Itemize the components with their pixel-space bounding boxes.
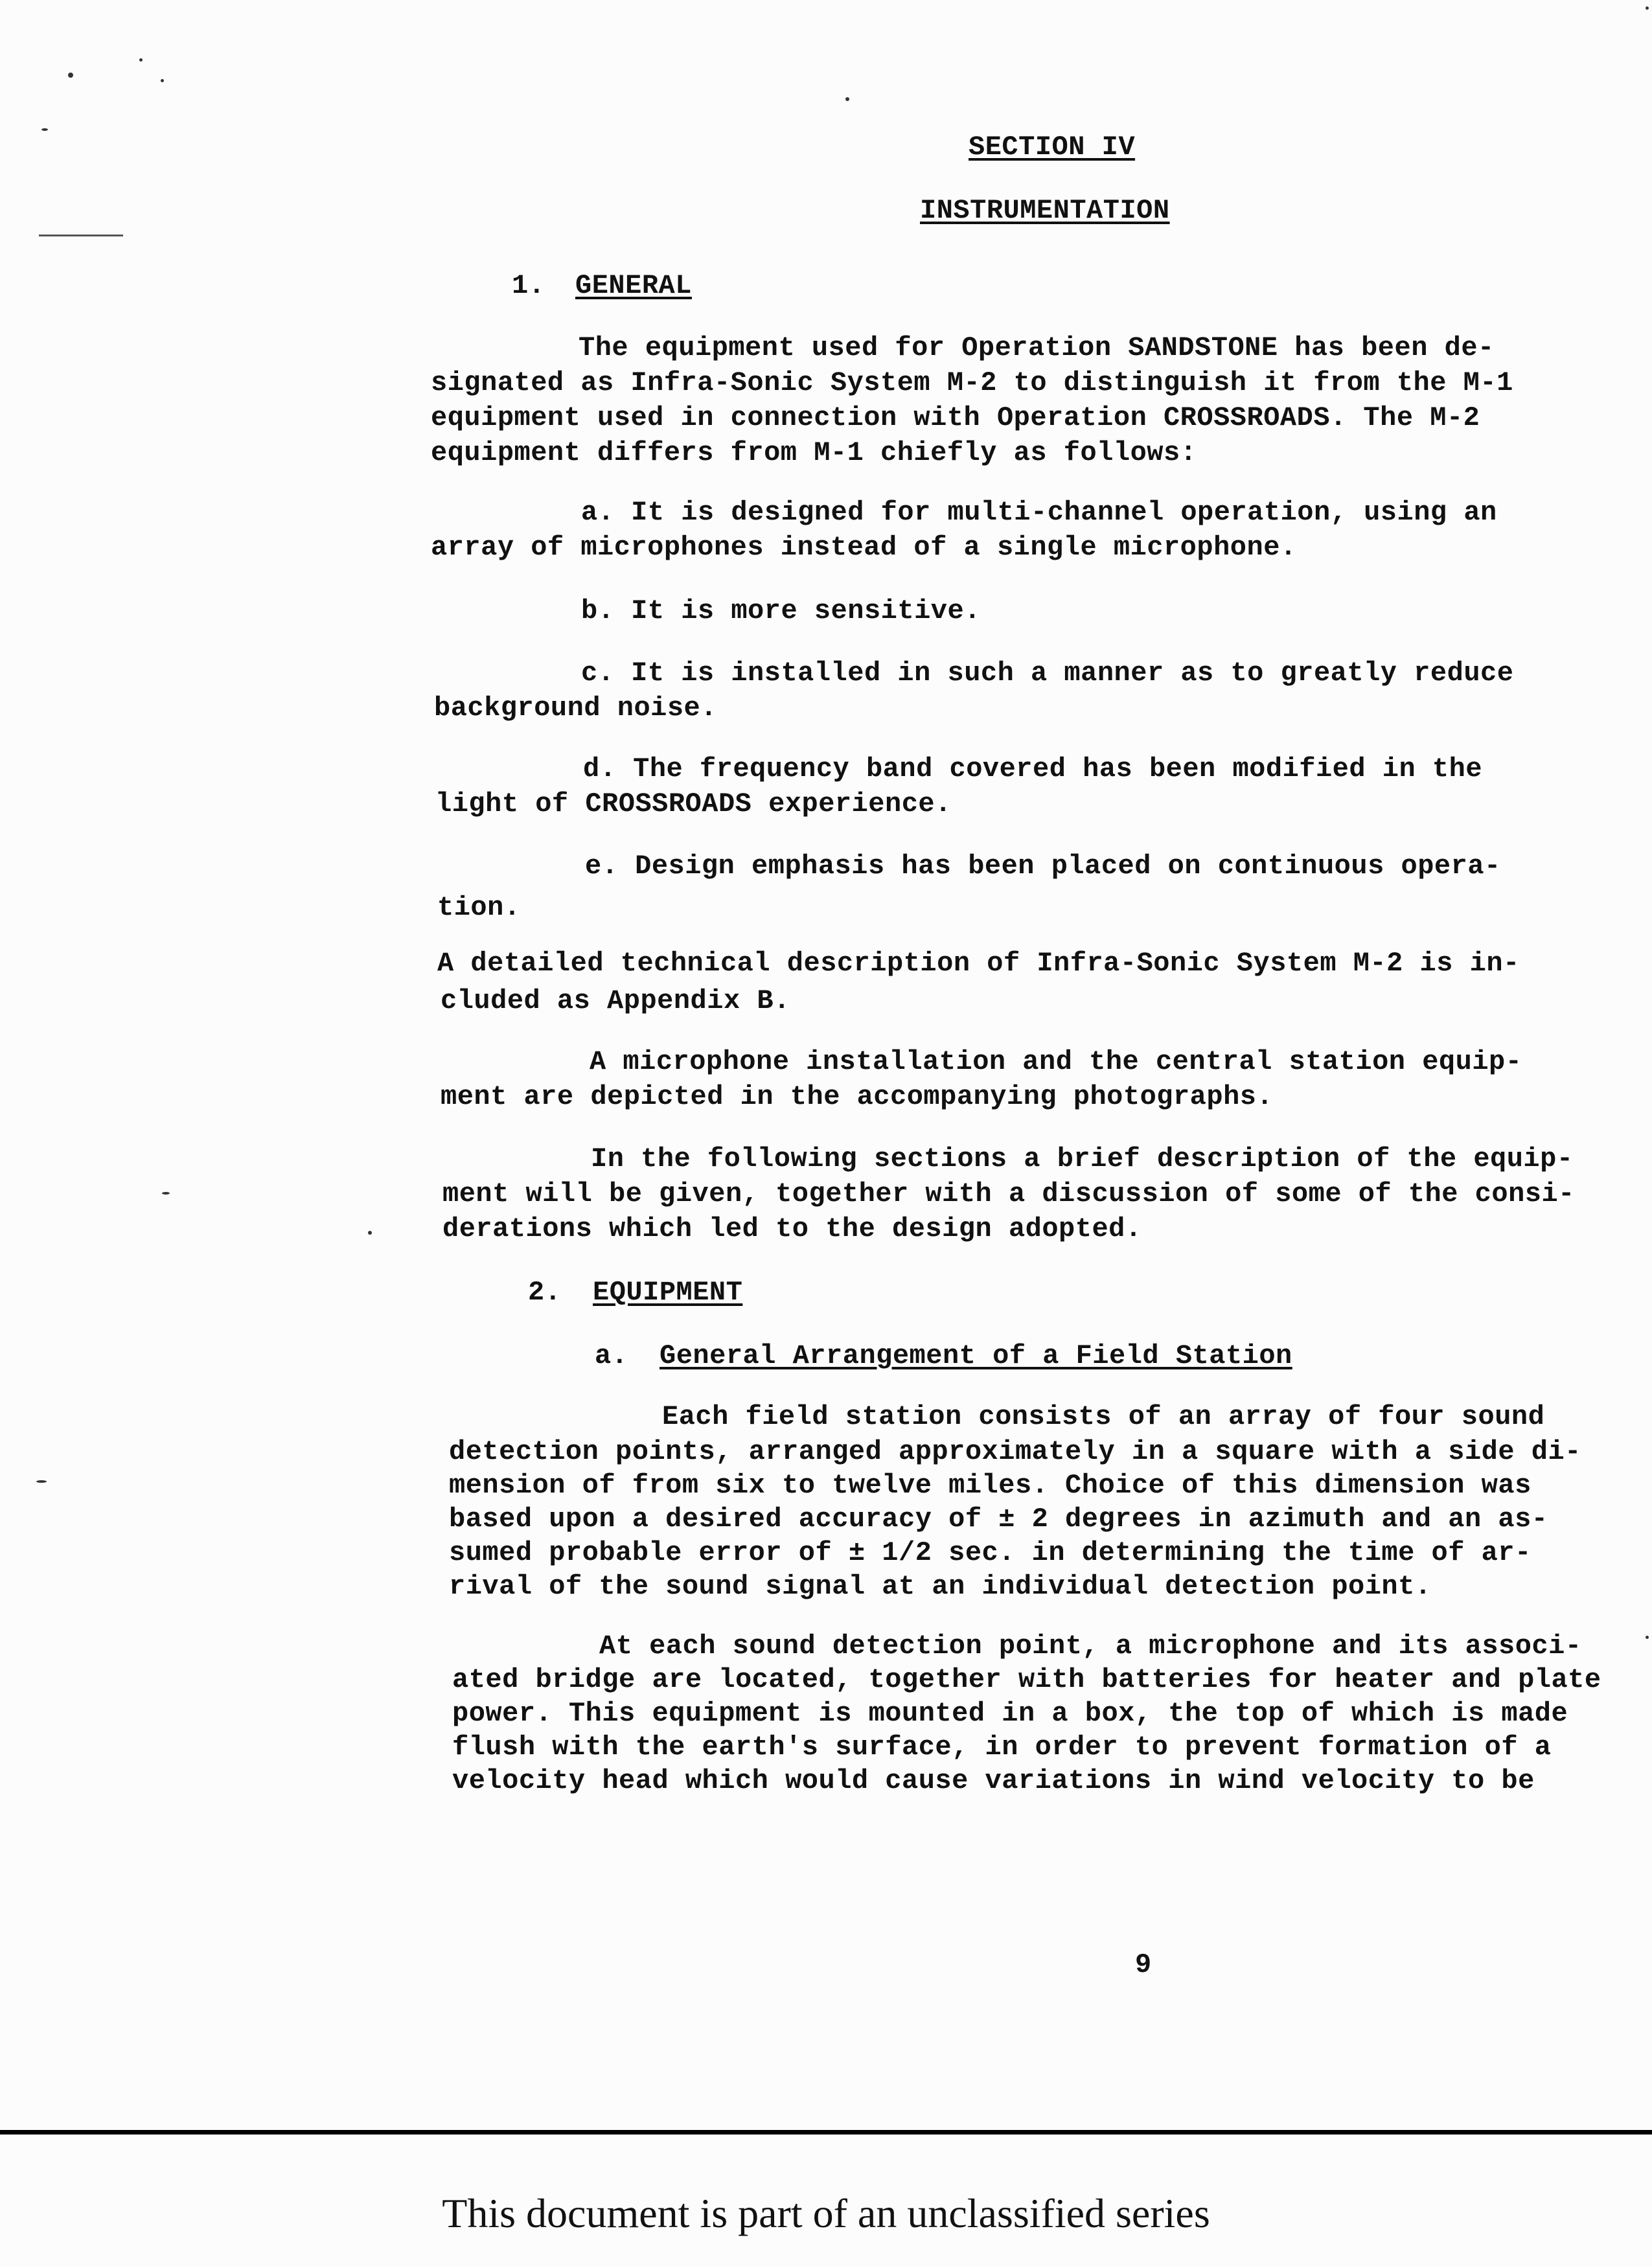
general-intro-line: The equipment used for Operation SANDSTONE has been de- — [579, 332, 1495, 363]
subsection-a-number: a. — [595, 1340, 628, 1371]
equipment-heading: EQUIPMENT — [593, 1277, 743, 1308]
footer-note: This document is part of an unclassified series — [442, 2190, 1210, 2236]
following-line: derations which led to the design adopted. — [442, 1213, 1142, 1244]
scan-speck — [139, 58, 143, 62]
appendix-line: A detailed technical description of Infra-Sonic System M-2 is in- — [437, 948, 1520, 979]
item-e-line: e. Design emphasis has been placed on continuous opera- — [585, 851, 1501, 882]
field-station-para-line: rival of the sound signal at an individual detection point. — [449, 1571, 1432, 1602]
item-c-line: c. It is installed in such a manner as to greatly reduce — [581, 658, 1514, 689]
scan-speck — [41, 128, 48, 131]
item-d-line: light of CROSSROADS experience. — [435, 788, 952, 819]
page-number: 9 — [1135, 1949, 1152, 1980]
item-d-line: d. The frequency band covered has been modified in the — [583, 753, 1483, 784]
footer-divider — [0, 2130, 1652, 2134]
detection-point-para-line: velocity head which would cause variations in wind velocity to be — [452, 1765, 1535, 1796]
appendix-line: cluded as Appendix B. — [441, 985, 790, 1016]
scan-speck — [845, 97, 849, 101]
detection-point-para-line: flush with the earth's surface, in order to prevent formation of a — [452, 1732, 1552, 1763]
following-line: In the following sections a brief description of the equip- — [591, 1143, 1574, 1174]
item-c-line: background noise. — [434, 692, 717, 724]
field-station-para-line: based upon a desired accuracy of ± 2 degrees in azimuth and an as- — [449, 1504, 1548, 1535]
general-intro-line: signated as Infra-Sonic System M-2 to distinguish it from the M-1 — [431, 367, 1513, 398]
scan-speck — [162, 1192, 170, 1195]
section-label: SECTION IV — [969, 132, 1136, 163]
field-station-para-line: mension of from six to twelve miles. Choice of this dimension was — [449, 1470, 1532, 1501]
item-b-line: b. It is more sensitive. — [581, 595, 981, 626]
photos-line: A microphone installation and the central station equip- — [590, 1046, 1522, 1077]
detection-point-para-line: power. This equipment is mounted in a box, the top of which is made — [452, 1698, 1568, 1729]
subsection-a-heading: General Arrangement of a Field Station — [660, 1340, 1292, 1371]
scan-speck — [68, 73, 73, 78]
scan-speck — [1646, 1636, 1649, 1639]
field-station-para-line: Each field station consists of an array of four sound — [662, 1401, 1545, 1432]
item-e-line: tion. — [437, 892, 521, 923]
field-station-para-line: detection points, arranged approximately in a square with a side di- — [449, 1436, 1581, 1467]
scan-speck — [1646, 6, 1649, 10]
scan-speck — [36, 1480, 47, 1483]
following-line: ment will be given, together with a discussion of some of the consi- — [442, 1178, 1575, 1209]
photos-line: ment are depicted in the accompanying photographs. — [441, 1081, 1274, 1112]
scan-speck — [161, 79, 164, 82]
general-intro-line: equipment differs from M-1 chiefly as follows: — [431, 437, 1197, 468]
scan-speck — [368, 1231, 372, 1235]
detection-point-para-line: ated bridge are located, together with batteries for heater and plate — [452, 1664, 1601, 1695]
equipment-heading-number: 2. — [528, 1277, 562, 1308]
field-station-para-line: sumed probable error of ± 1/2 sec. in determining the time of ar- — [449, 1537, 1532, 1568]
general-heading: GENERAL — [575, 270, 692, 301]
item-a-line: array of microphones instead of a single microphone. — [431, 532, 1297, 563]
detection-point-para-line: At each sound detection point, a microphone and its associ- — [599, 1631, 1582, 1662]
general-heading-number: 1. — [512, 270, 545, 301]
general-intro-line: equipment used in connection with Operation CROSSROADS. The M-2 — [431, 402, 1480, 433]
page-title: INSTRUMENTATION — [920, 195, 1170, 226]
item-a-line: a. It is designed for multi-channel operation, using an — [581, 497, 1497, 528]
scan-edge-line — [39, 235, 123, 236]
